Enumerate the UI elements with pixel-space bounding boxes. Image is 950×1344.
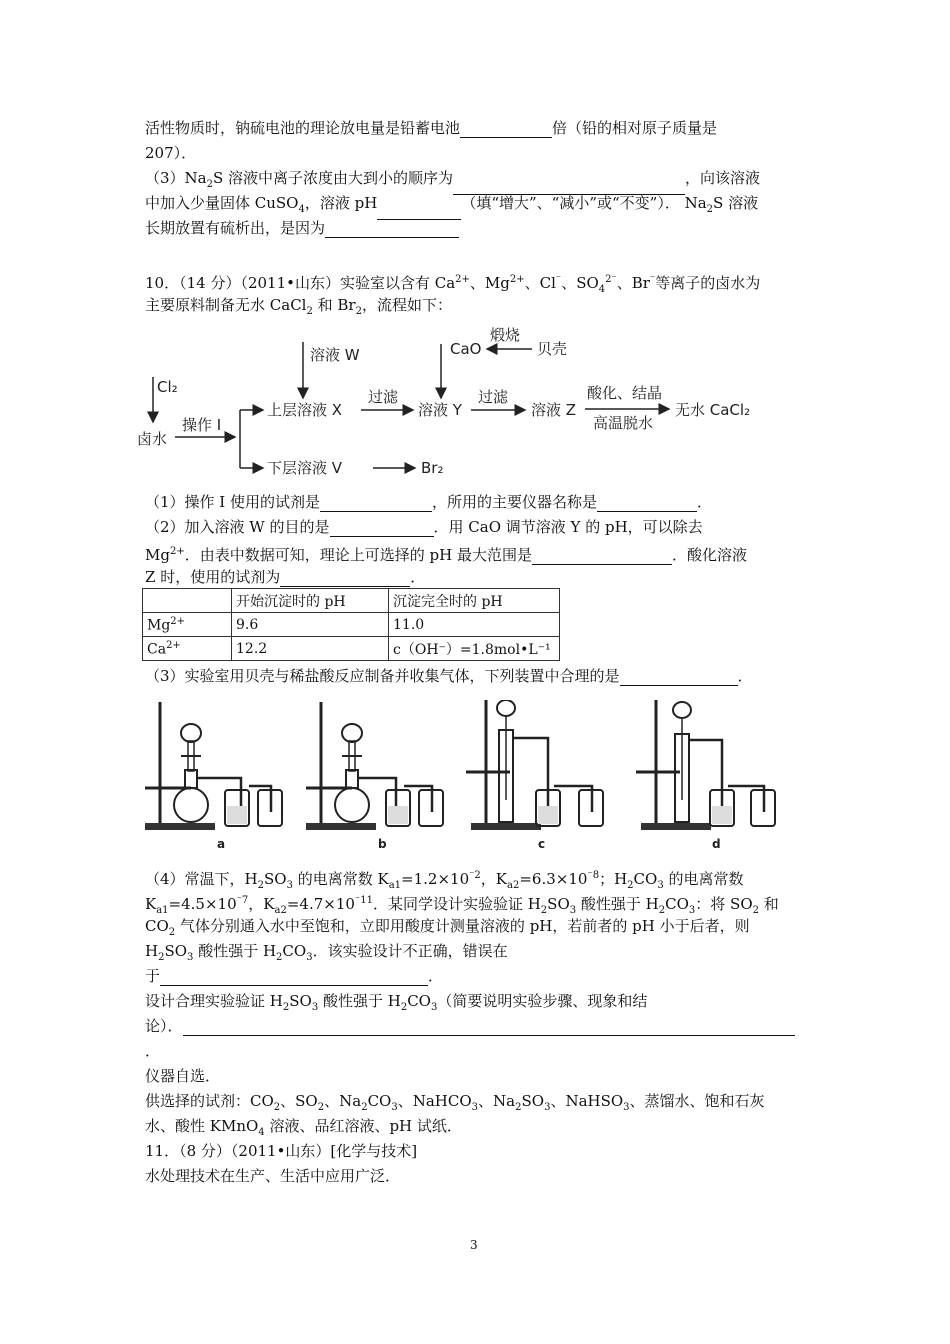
text-line: $Mg^{2+}$．由表中数据可知，理论上可选择的 pH 最大范围是 ．酸化溶液: [145, 546, 747, 564]
apparatus-b: [306, 700, 456, 850]
apparatus-a: [145, 700, 295, 850]
text-line: （1）操作 I 使用的试剂是 ，所用的主要仪器名称是 ．: [145, 493, 713, 511]
answer-blank[interactable]: [325, 221, 459, 238]
table-header-cell: [143, 589, 232, 613]
answer-blank[interactable]: [160, 969, 428, 986]
filter-2-label: 过滤: [478, 388, 509, 406]
answer-blank[interactable]: [532, 548, 672, 565]
answer-blank[interactable]: [620, 669, 738, 686]
page-number: 3: [470, 1238, 478, 1252]
text-line: 中加入少量固体 CuSO$_4$，溶液 pH （填“增大”、“减小”或“不变”）． $Na_2S$ 溶液: [145, 193, 758, 220]
apparatus-label-a: a: [217, 837, 226, 850]
text-line: （3）实验室用贝壳与稀盐酸反应制备并收集气体，下列装置中合理的是 ．: [145, 667, 753, 685]
text-line: 活性物质时，钠硫电池的理论放电量是铅蓄电池 倍（铅的相对原子质量是: [145, 119, 718, 137]
text-line: （4）常温下，$H_2SO_3$ 的电离常数 $K_{a1}=1.2\times 10^{^-2}$，$K_{a2}=6.3\times 10^{^-8}$；$H_2CO_3$ 的电离常数: [145, 870, 744, 891]
filter-1-label: 过滤: [368, 388, 399, 406]
question-10-stem: 10．（14 分）（2011•山东）实验室以含有 $Ca^{2+}$、$Mg^{2+}$、Cl⁻、$SO_4^{2^-}$、Br⁻等离子的卤水为: [145, 274, 761, 295]
apparatus-d: [636, 700, 796, 850]
table-cell: 9.6: [232, 613, 389, 637]
table-header-row: [143, 589, 560, 613]
operation-1-label: 操作 I: [182, 416, 222, 434]
answer-blank[interactable]: [597, 495, 697, 512]
acidify-label: 酸化、结晶: [587, 384, 663, 402]
calcine-label: 煅烧: [490, 326, 521, 344]
table-cell: 11.0: [389, 613, 560, 637]
upper-solution-x-label: 上层溶液 X: [267, 401, 343, 419]
solution-w-label: 溶液 W: [310, 346, 360, 364]
text-line: 设计合理实验验证 $H_2SO_3$ 酸性强于 $H_2CO_3$（简要说明实验步骤、现象和结: [145, 992, 648, 1013]
text-line: 水处理技术在生产、生活中应用广泛．: [145, 1167, 401, 1185]
apparatus-label-b: b: [378, 837, 387, 850]
table-header-cell: 沉淀完全时的 pH: [389, 589, 560, 613]
table-cell: 12.2: [232, 637, 389, 661]
solution-z-label: 溶液 Z: [531, 401, 577, 419]
answer-blank[interactable]: [320, 495, 432, 512]
text-line: 于 ．: [145, 967, 444, 985]
text-line: 长期放置有硫析出，是因为: [145, 218, 459, 238]
text-line: 论）．: [145, 1016, 795, 1036]
table-cell-ion: $Mg^{2+}$: [143, 613, 232, 637]
cao-label: CaO: [450, 340, 482, 358]
table-row: [143, 637, 560, 661]
apparatus-label-d: d: [712, 837, 721, 850]
shell-label: 贝壳: [537, 340, 568, 358]
answer-blank[interactable]: [280, 570, 410, 587]
answer-blank[interactable]: [330, 520, 434, 537]
table-cell: c（OH⁻）=1.8mol•L⁻¹: [389, 637, 560, 661]
brine-label: 卤水: [137, 430, 168, 448]
text-line: 主要原料制备无水 CaCl$_2$ 和 $Br_2$，流程如下：: [145, 296, 452, 317]
text-line: （2）加入溶液 W 的目的是 ．用 CaO 调节溶液 Y 的 pH，可以除去: [145, 518, 703, 536]
solution-y-label: 溶液 Y: [418, 401, 462, 419]
text-line: 水、酸性 KMnO$_4$ 溶液、品红溶液、pH 试纸．: [145, 1117, 462, 1138]
process-flow-diagram: [135, 322, 795, 482]
precipitation-ph-table: [142, 588, 560, 661]
apparatus-c: [466, 700, 626, 850]
question-11-stem: 11．（8 分）（2011•山东）[化学与技术]: [145, 1142, 418, 1160]
text-line: Z 时，使用的试剂为 ．: [145, 568, 426, 586]
table-cell-ion: $Ca^{2+}$: [143, 637, 232, 661]
text-line: $H_2SO_3$ 酸性强于 $H_2CO_3$．该实验设计不正确，错误在: [145, 942, 508, 963]
answer-blank[interactable]: [460, 121, 552, 138]
text-line: $K_{a1}=4.5\times 10^{^-7}$，$K_{a2}=4.7\times 10^{^-11}$．某同学设计实验验证 $H_2SO_3$ 酸性强于 $H_2CO_3$：将 $SO_2$ 和: [145, 895, 779, 916]
text-line: $(3)Na_2S$ 溶液中离子浓度由大到小的顺序为 ，向该溶液: [145, 168, 760, 195]
text-line: 207）．: [145, 144, 197, 162]
text-line: 仪器自选．: [145, 1067, 221, 1085]
text-line: ．: [145, 1042, 161, 1060]
text-line: $CO_2$ 气体分别通入水中至饱和，立即用酸度计测量溶液的 pH，若前者的 pH 小于后者，则: [145, 917, 750, 938]
lower-solution-v-label: 下层溶液 V: [267, 459, 343, 477]
br2-label: Br₂: [421, 459, 444, 477]
product-label: 无水 CaCl₂: [675, 401, 751, 419]
text-line: 供选择的试剂：$CO_2$、$SO_2$、$Na_2CO_3$、NaHCO$_3$、$Na_2SO_3$、NaHSO$_3$、蒸馏水、饱和石灰: [145, 1092, 765, 1113]
apparatus-label-c: c: [538, 837, 546, 850]
dehydrate-label: 高温脱水: [593, 414, 654, 432]
table-header-cell: 开始沉淀时的 pH: [232, 589, 389, 613]
table-row: [143, 613, 560, 637]
cl2-label: Cl₂: [157, 378, 178, 396]
answer-blank[interactable]: [183, 1019, 795, 1036]
